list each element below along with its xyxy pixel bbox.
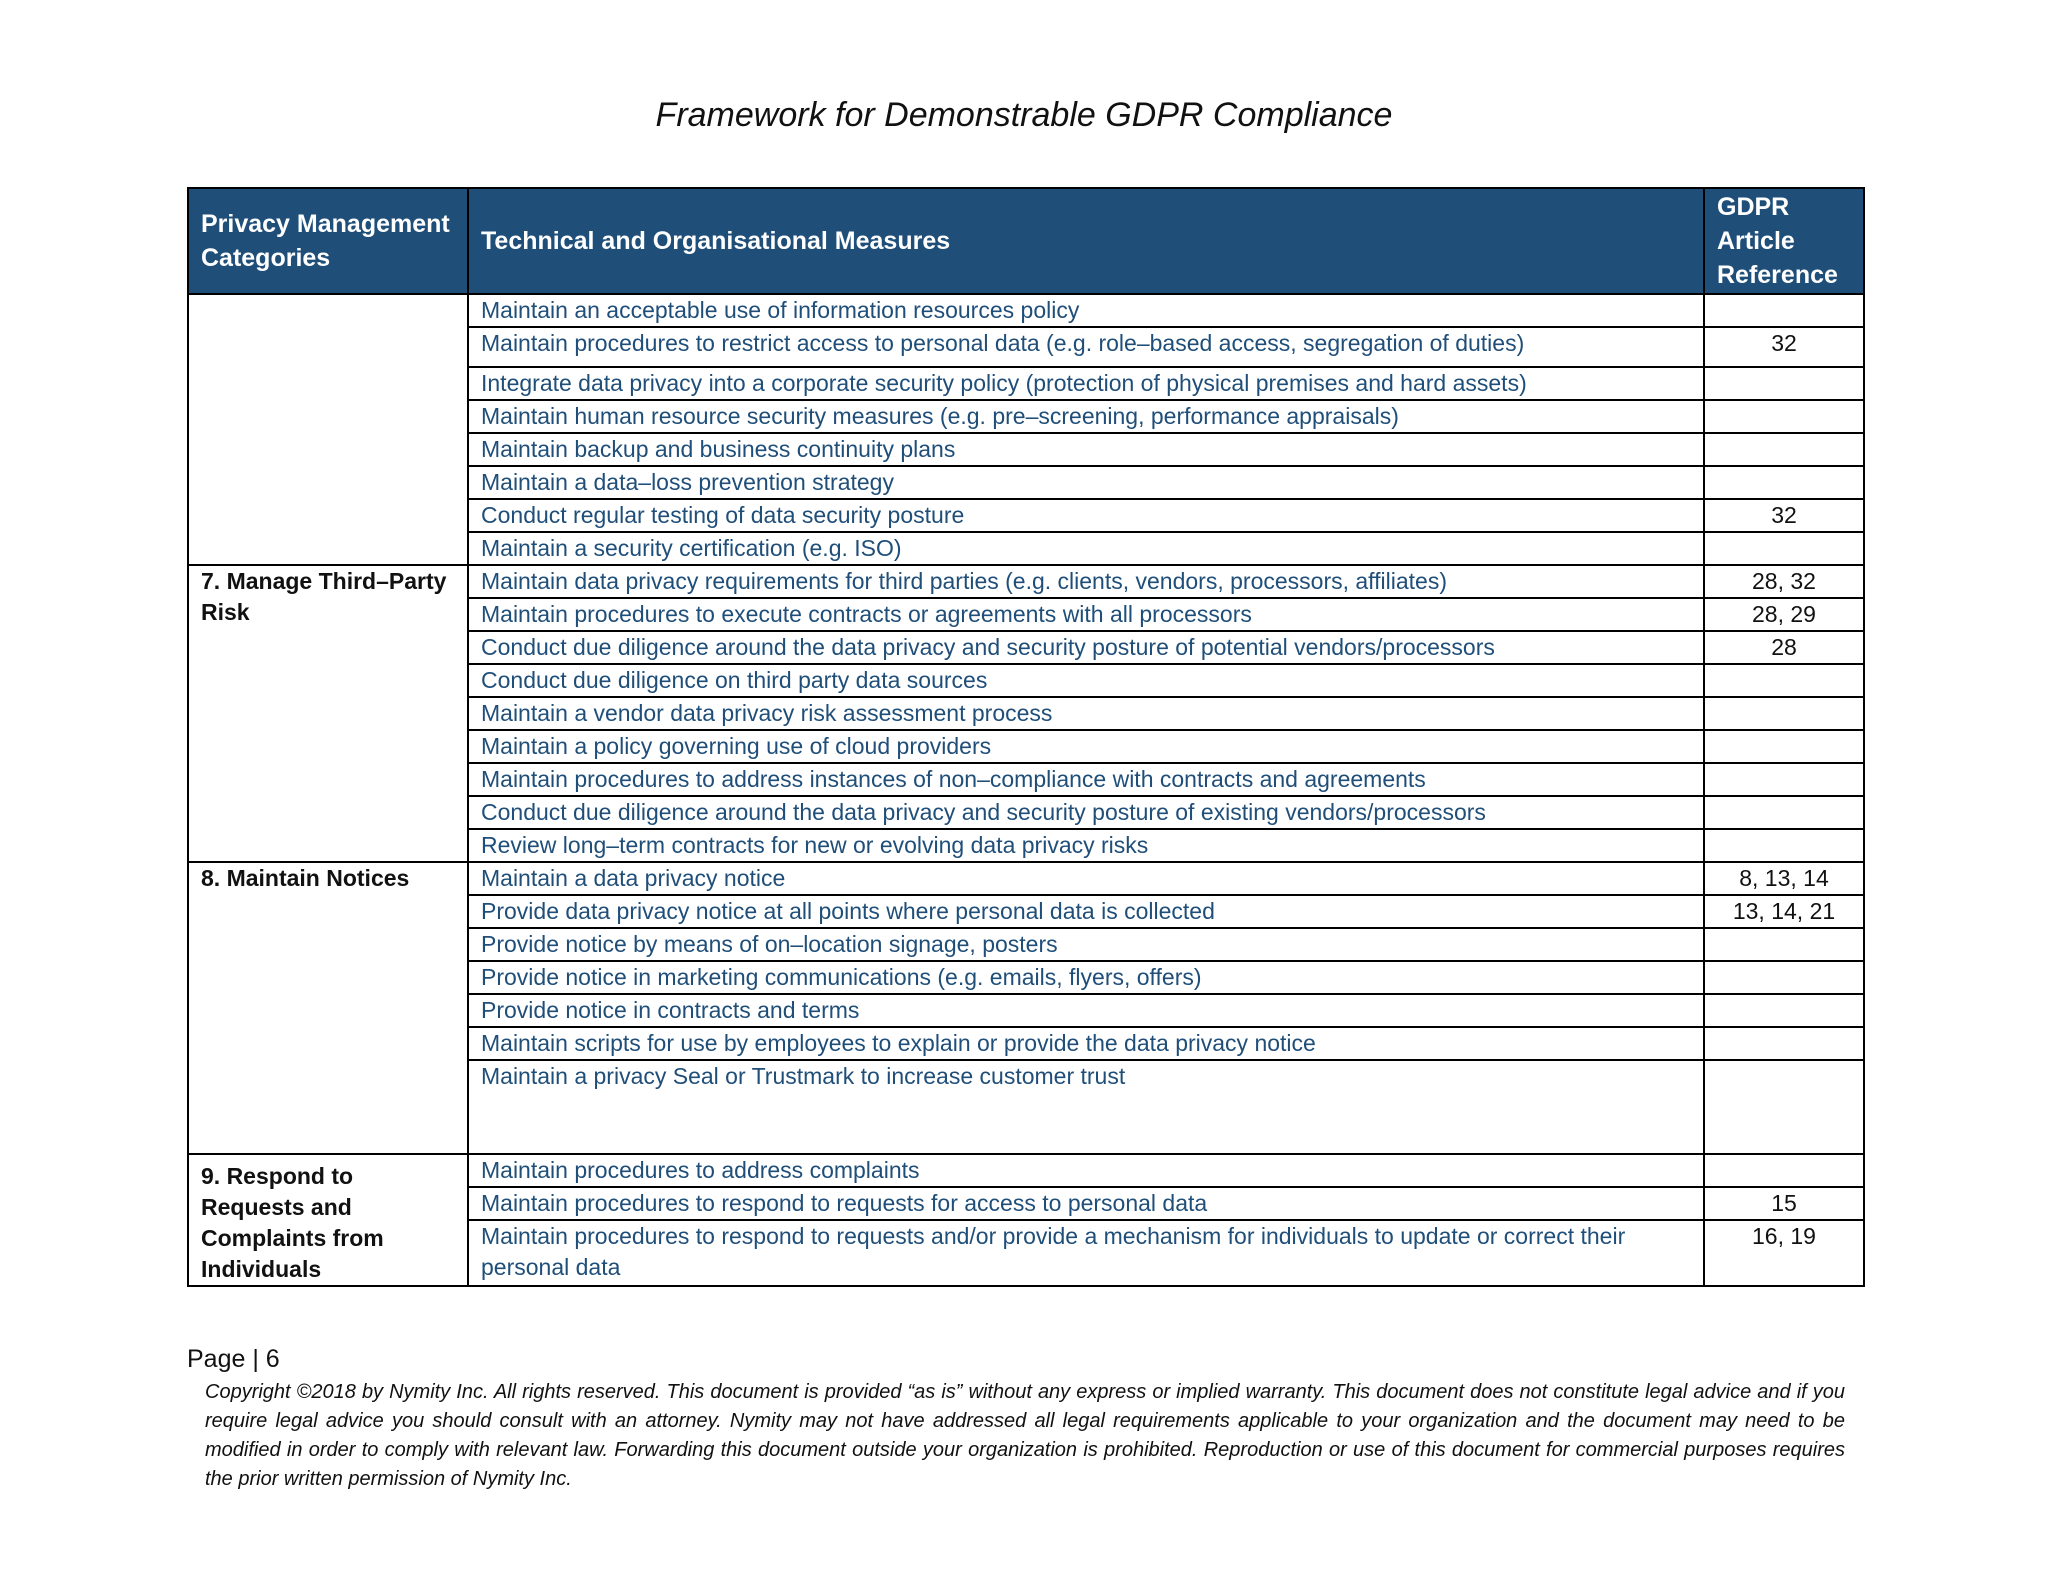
measure-cell: Maintain a data privacy notice (468, 862, 1704, 895)
measure-cell: Integrate data privacy into a corporate security policy (protection of physical premises and hard assets) (468, 367, 1704, 400)
reference-cell: 28, 32 (1704, 565, 1864, 598)
header-reference: GDPR Article Reference (1704, 188, 1864, 294)
reference-cell: 28, 29 (1704, 598, 1864, 631)
reference-cell (1704, 433, 1864, 466)
measure-cell: Review long–term contracts for new or evolving data privacy risks (468, 829, 1704, 862)
measure-cell: Maintain human resource security measures (e.g. pre–screening, performance appraisals) (468, 400, 1704, 433)
measure-cell: Conduct due diligence around the data privacy and security posture of potential vendors/processors (468, 631, 1704, 664)
header-measures: Technical and Organisational Measures (468, 188, 1704, 294)
table-row (188, 294, 1864, 327)
reference-cell (1704, 697, 1864, 730)
measure-cell: Maintain a vendor data privacy risk assessment process (468, 697, 1704, 730)
reference-cell: 13, 14, 21 (1704, 895, 1864, 928)
reference-cell (1704, 829, 1864, 862)
measure-cell: Maintain procedures to restrict access to personal data (e.g. role–based access, segregation of duties) (468, 327, 1704, 367)
measure-cell: Provide notice by means of on–location signage, posters (468, 928, 1704, 961)
reference-cell: 28 (1704, 631, 1864, 664)
measure-cell: Conduct due diligence around the data privacy and security posture of existing vendors/processors (468, 796, 1704, 829)
measure-cell: Maintain procedures to address complaints (468, 1154, 1704, 1187)
reference-cell (1704, 294, 1864, 327)
reference-cell (1704, 1060, 1864, 1154)
measure-cell: Maintain scripts for use by employees to explain or provide the data privacy notice (468, 1027, 1704, 1060)
reference-cell (1704, 1154, 1864, 1187)
page-number: Page | 6 (187, 1345, 280, 1373)
table-row (188, 862, 1864, 895)
reference-cell (1704, 532, 1864, 565)
gdpr-framework-table (187, 187, 1865, 1287)
measure-cell: Provide notice in marketing communications (e.g. emails, flyers, offers) (468, 961, 1704, 994)
table-row (188, 565, 1864, 598)
category-cell (188, 294, 468, 565)
reference-cell (1704, 796, 1864, 829)
measure-cell: Maintain procedures to respond to requests and/or provide a mechanism for individuals to update or correct their personal data (468, 1220, 1704, 1286)
reference-cell: 15 (1704, 1187, 1864, 1220)
table-header-row (188, 188, 1864, 294)
measure-cell: Maintain data privacy requirements for third parties (e.g. clients, vendors, processors, affiliates) (468, 565, 1704, 598)
table-row (188, 1154, 1864, 1187)
measure-cell: Conduct regular testing of data security posture (468, 499, 1704, 532)
measure-cell: Maintain a data–loss prevention strategy (468, 466, 1704, 499)
reference-cell: 32 (1704, 327, 1864, 367)
reference-cell (1704, 928, 1864, 961)
measure-cell: Maintain procedures to address instances of non–compliance with contracts and agreements (468, 763, 1704, 796)
measure-cell: Maintain a security certification (e.g. ISO) (468, 532, 1704, 565)
measure-cell: Maintain backup and business continuity plans (468, 433, 1704, 466)
header-category: Privacy Management Categories (188, 188, 468, 294)
reference-cell (1704, 1027, 1864, 1060)
reference-cell: 16, 19 (1704, 1220, 1864, 1286)
reference-cell (1704, 466, 1864, 499)
category-cell: 8. Maintain Notices (188, 862, 468, 1154)
measure-cell: Provide notice in contracts and terms (468, 994, 1704, 1027)
reference-cell (1704, 664, 1864, 697)
document-title: Framework for Demonstrable GDPR Compliance (655, 96, 1393, 134)
reference-cell (1704, 961, 1864, 994)
reference-cell (1704, 400, 1864, 433)
measure-cell: Maintain procedures to execute contracts or agreements with all processors (468, 598, 1704, 631)
category-cell: 9. Respond to Requests and Complaints from Individuals (188, 1154, 468, 1286)
measure-cell: Maintain an acceptable use of information resources policy (468, 294, 1704, 327)
reference-cell: 8, 13, 14 (1704, 862, 1864, 895)
category-cell: 7. Manage Third–Party Risk (188, 565, 468, 862)
reference-cell (1704, 994, 1864, 1027)
copyright-notice: Copyright ©2018 by Nymity Inc. All rights reserved. This document is provided “as is” without any express or implied warranty. This document does not constitute legal advice and if you require legal advice you should consult with an attorney. Nymity may not have addressed all legal requirements applicable to your organization and the document may need to be modified in order to comply with relevant law. Forwarding this document outside your organization is prohibited. Reproduction or use of this document for commercial purposes requires the prior written permission of Nymity Inc. (205, 1381, 1845, 1490)
measure-cell: Maintain procedures to respond to requests for access to personal data (468, 1187, 1704, 1220)
measure-cell: Provide data privacy notice at all points where personal data is collected (468, 895, 1704, 928)
reference-cell (1704, 763, 1864, 796)
measure-cell: Maintain a policy governing use of cloud providers (468, 730, 1704, 763)
reference-cell (1704, 367, 1864, 400)
reference-cell: 32 (1704, 499, 1864, 532)
reference-cell (1704, 730, 1864, 763)
measure-cell: Conduct due diligence on third party data sources (468, 664, 1704, 697)
measure-cell: Maintain a privacy Seal or Trustmark to increase customer trust (468, 1060, 1704, 1154)
